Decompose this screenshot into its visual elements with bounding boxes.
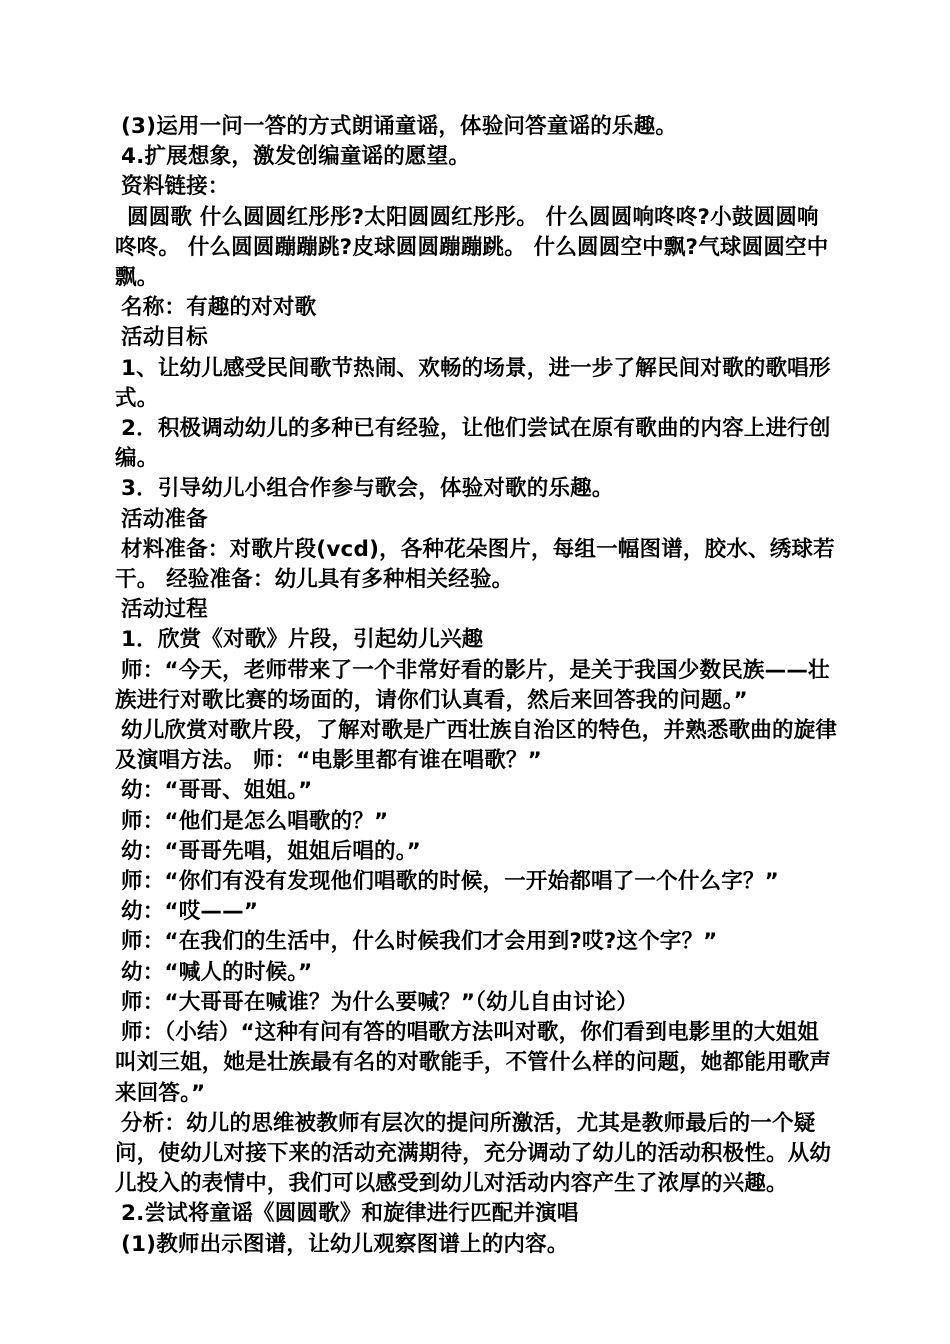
paragraph: (3)运用一问一答的方式朗诵童谣，体验问答童谣的乐趣。 [121, 114, 678, 139]
paragraph: (1)教师出示图谱，让幼儿观察图谱上的内容。 [121, 1231, 569, 1257]
paragraph: 师：（小结）“这种有问有答的唱歌方法叫对歌，你们看到电影里的大姐姐叫刘三姐，她是壮族最有名的对歌能手，不管什么样的问题，她都能用歌声来回答。” [115, 1020, 832, 1106]
document-body [115, 112, 840, 1260]
paragraph: 3．引导幼儿小组合作参与歌会，体验对歌的乐趣。 [121, 476, 614, 502]
dialogue-line: 幼：“喊人的时候。” [121, 959, 313, 985]
paragraph: 1．欣赏《对歌》片段，引起幼儿兴趣 [121, 627, 484, 653]
paragraph: 4.扩展想象，激发创编童谣的愿望。 [121, 144, 471, 170]
paragraph: 2．积极调动幼儿的多种已有经验，让他们尝试在原有歌曲的内容上进行创编。 [115, 416, 831, 472]
section-heading: 活动过程 [121, 597, 208, 623]
paragraph: 圆圆歌 什么圆圆红彤彤?太阳圆圆红彤彤。 什么圆圆响咚咚?小鼓圆圆响咚咚。 什么圆圆蹦蹦跳?皮球圆圆蹦蹦跳。 什么圆圆空中飘?气球圆圆空中飘。 [115, 204, 829, 291]
section-heading: 活动目标 [121, 325, 208, 351]
dialogue-line: 师：“你们有没有发现他们唱歌的时候，一开始都唱了一个什么字？” [121, 869, 779, 895]
dialogue-line: 师：“大哥哥在喊谁？为什么要喊？”（幼儿自由讨论） [121, 989, 639, 1015]
dialogue-line: 幼：“哎——” [121, 899, 259, 925]
paragraph: 师：“今天，老师带来了一个非常好看的影片，是关于我国少数民族——壮族进行对歌比赛的场面的，请你们认真看，然后来回答我的问题。” [115, 657, 830, 713]
paragraph: 材料准备：对歌片段(vcd)，各种花朵图片，每组一幅图谱，胶水、绣球若干。 经验准备：幼儿具有多种相关经验。 [115, 536, 835, 593]
paragraph: 2.尝试将童谣《圆圆歌》和旋律进行匹配并演唱 [121, 1201, 579, 1227]
dialogue-line: 幼：“哥哥、姐姐。” [121, 778, 313, 804]
section-heading: 名称：有趣的对对歌 [121, 295, 317, 321]
dialogue-line: 师：“在我们的生活中，什么时候我们才会用到?哎?这个字？” [121, 929, 718, 955]
paragraph: 分析：幼儿的思维被教师有层次的提问所激活，尤其是教师最后的一个疑问，使幼儿对接下来的活动充满期待，充分调动了幼儿的活动积极性。从幼儿投入的表情中，我们可以感受到幼儿对活动内容产生了浓厚的兴趣。 [115, 1110, 832, 1197]
paragraph: 1、让幼儿感受民间歌节热闹、欢畅的场景，进一步了解民间对歌的歌唱形式。 [115, 355, 831, 411]
section-heading: 活动准备 [121, 506, 208, 532]
paragraph: 幼儿欣赏对歌片段，了解对歌是广西壮族自治区的特色，并熟悉歌曲的旋律及演唱方法。 师：“电影里都有谁在唱歌？” [115, 718, 838, 774]
dialogue-line: 师：“他们是怎么唱歌的？” [121, 808, 389, 834]
dialogue-line: 幼：“哥哥先唱，姐姐后唱的。” [121, 838, 422, 864]
section-heading: 资料链接： [121, 174, 230, 200]
